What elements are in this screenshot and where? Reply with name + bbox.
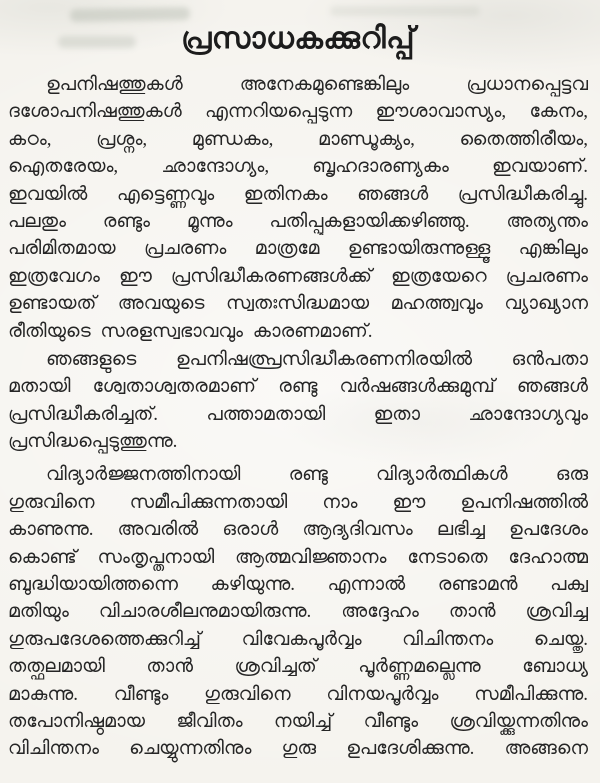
paragraph [8, 71, 588, 345]
text-line: മതായി ശ്വേതാശ്വതരമാണ് രണ്ടു വർഷങ്ങൾക്കുമുമ്പ് ഞങ്ങൾ [8, 376, 588, 398]
text-line: തപോനിഷ്ഠമായ ജീവിതം നയിച്ച് വീണ്ടും ശ്രവിയ്ക്കുന്നതിനും [8, 710, 588, 732]
text-line: ദശോപനിഷത്തുകൾ എന്നറിയപ്പെടുന്ന ഈശാവാസ്യം, കേനം, [8, 101, 588, 123]
text-line: ഗുരുവിനെ സമീപിക്കുന്നതായി നാം ഈ ഉപനിഷത്തിൽ [8, 491, 588, 513]
text-line: ഉപനിഷത്തുകൾ അനേകമുണ്ടെങ്കിലും പ്രധാനപ്പെട്ടവ [46, 74, 588, 95]
text-line: രീതിയുടെ സരളസ്വഭാവവും കാരണമാണ്. [8, 320, 373, 342]
text-line: പ്രസിദ്ധപ്പെടുത്തുന്നു. [8, 431, 178, 453]
text-line: മാകുന്നു. വീണ്ടും ഗുരുവിനെ വിനയപൂർവ്വം സമീപിക്കുന്നു. [8, 683, 588, 705]
ink-bleed-artifact [70, 7, 190, 22]
text-line: കാണുന്നു. അവരിൽ ഒരാൾ ആദ്യദിവസം ലഭിച്ച ഉപദേശം [8, 519, 588, 541]
text-line: ഐതരേയം, ഛാന്ദോഗ്യം, ബൃഹദാരണ്യകം ഇവയാണ്. [8, 156, 588, 178]
page-title: പ്രസാധകക്കുറിപ്പ് [181, 22, 415, 55]
text-line: തത്ഫലമായി താൻ ശ്രവിച്ചത് പൂർണ്ണമല്ലെന്നു ബോധ്യ [8, 656, 588, 678]
text-line: ബുദ്ധിയായിത്തന്നെ കഴിയുന്നു. എന്നാൽ രണ്ടാമൻ പക്വ [8, 574, 588, 596]
text-line: പ്രസിദ്ധീകരിച്ചത്. പത്താമതായി ഇതാ ഛാന്ദോഗ്യവും [8, 403, 588, 425]
ink-bleed-artifact [330, 6, 480, 16]
text-line: ഇത്രവേഗം ഈ പ്രസിദ്ധീകരണങ്ങൾക്ക് ഇത്രയേറെ പ്രചരണം [8, 265, 588, 287]
text-line: ഇവയിൽ എട്ടെണ്ണവും ഇതിനകം ഞങ്ങൾ പ്രസിദ്ധീകരിച്ചു. [8, 183, 588, 205]
paragraph [8, 346, 588, 456]
text-line: ഉണ്ടായത് അവയുടെ സ്വതഃസിദ്ധമായ മഹത്ത്വവും വ്യാഖ്യാന [8, 293, 588, 315]
text-line: കഠം, പ്രശ്നം, മുണ്ഡകം, മാണ്ഡൂക്യം, തൈത്തിരീയം, [8, 128, 588, 150]
text-line: വിചിന്തനം ചെയ്യുന്നതിനും ഗുരു ഉപദേശിക്കുന്നു. അങ്ങനെ [8, 738, 588, 760]
text-line: പരിമിതമായ പ്രചരണം മാത്രമേ ഉണ്ടായിരുന്നുള്ളൂ എങ്കിലും [8, 238, 588, 260]
text-line: പലതും രണ്ടും മൂന്നും പതിപ്പുകളായിക്കഴിഞ്ഞു. അത്യന്തം [8, 210, 588, 232]
paragraph [8, 461, 588, 762]
text-line: മതിയും വിചാരശീലനുമായിരുന്നു. അദ്ദേഹം താൻ ശ്രവിച്ച [8, 601, 588, 623]
text-line: വിദ്യാർജ്ജനത്തിനായി രണ്ടു വിദ്യാർത്ഥികൾ ഒരു [46, 464, 588, 486]
body-text [8, 71, 588, 763]
text-line: കൊണ്ട് സംതൃപ്തനായി ആത്മവിജ്ഞാനം നേടാതെ ദേഹാത്മ [8, 546, 588, 568]
text-line: ഞങ്ങളുടെ ഉപനിഷത്പ്രസിദ്ധീകരണനിരയിൽ ഒൻപതാ [46, 348, 588, 370]
text-line: ഗുരുപദേശത്തെക്കുറിച്ച് വിവേകപൂർവ്വം വിചിന്തനം ചെയ്തു. [8, 628, 588, 650]
